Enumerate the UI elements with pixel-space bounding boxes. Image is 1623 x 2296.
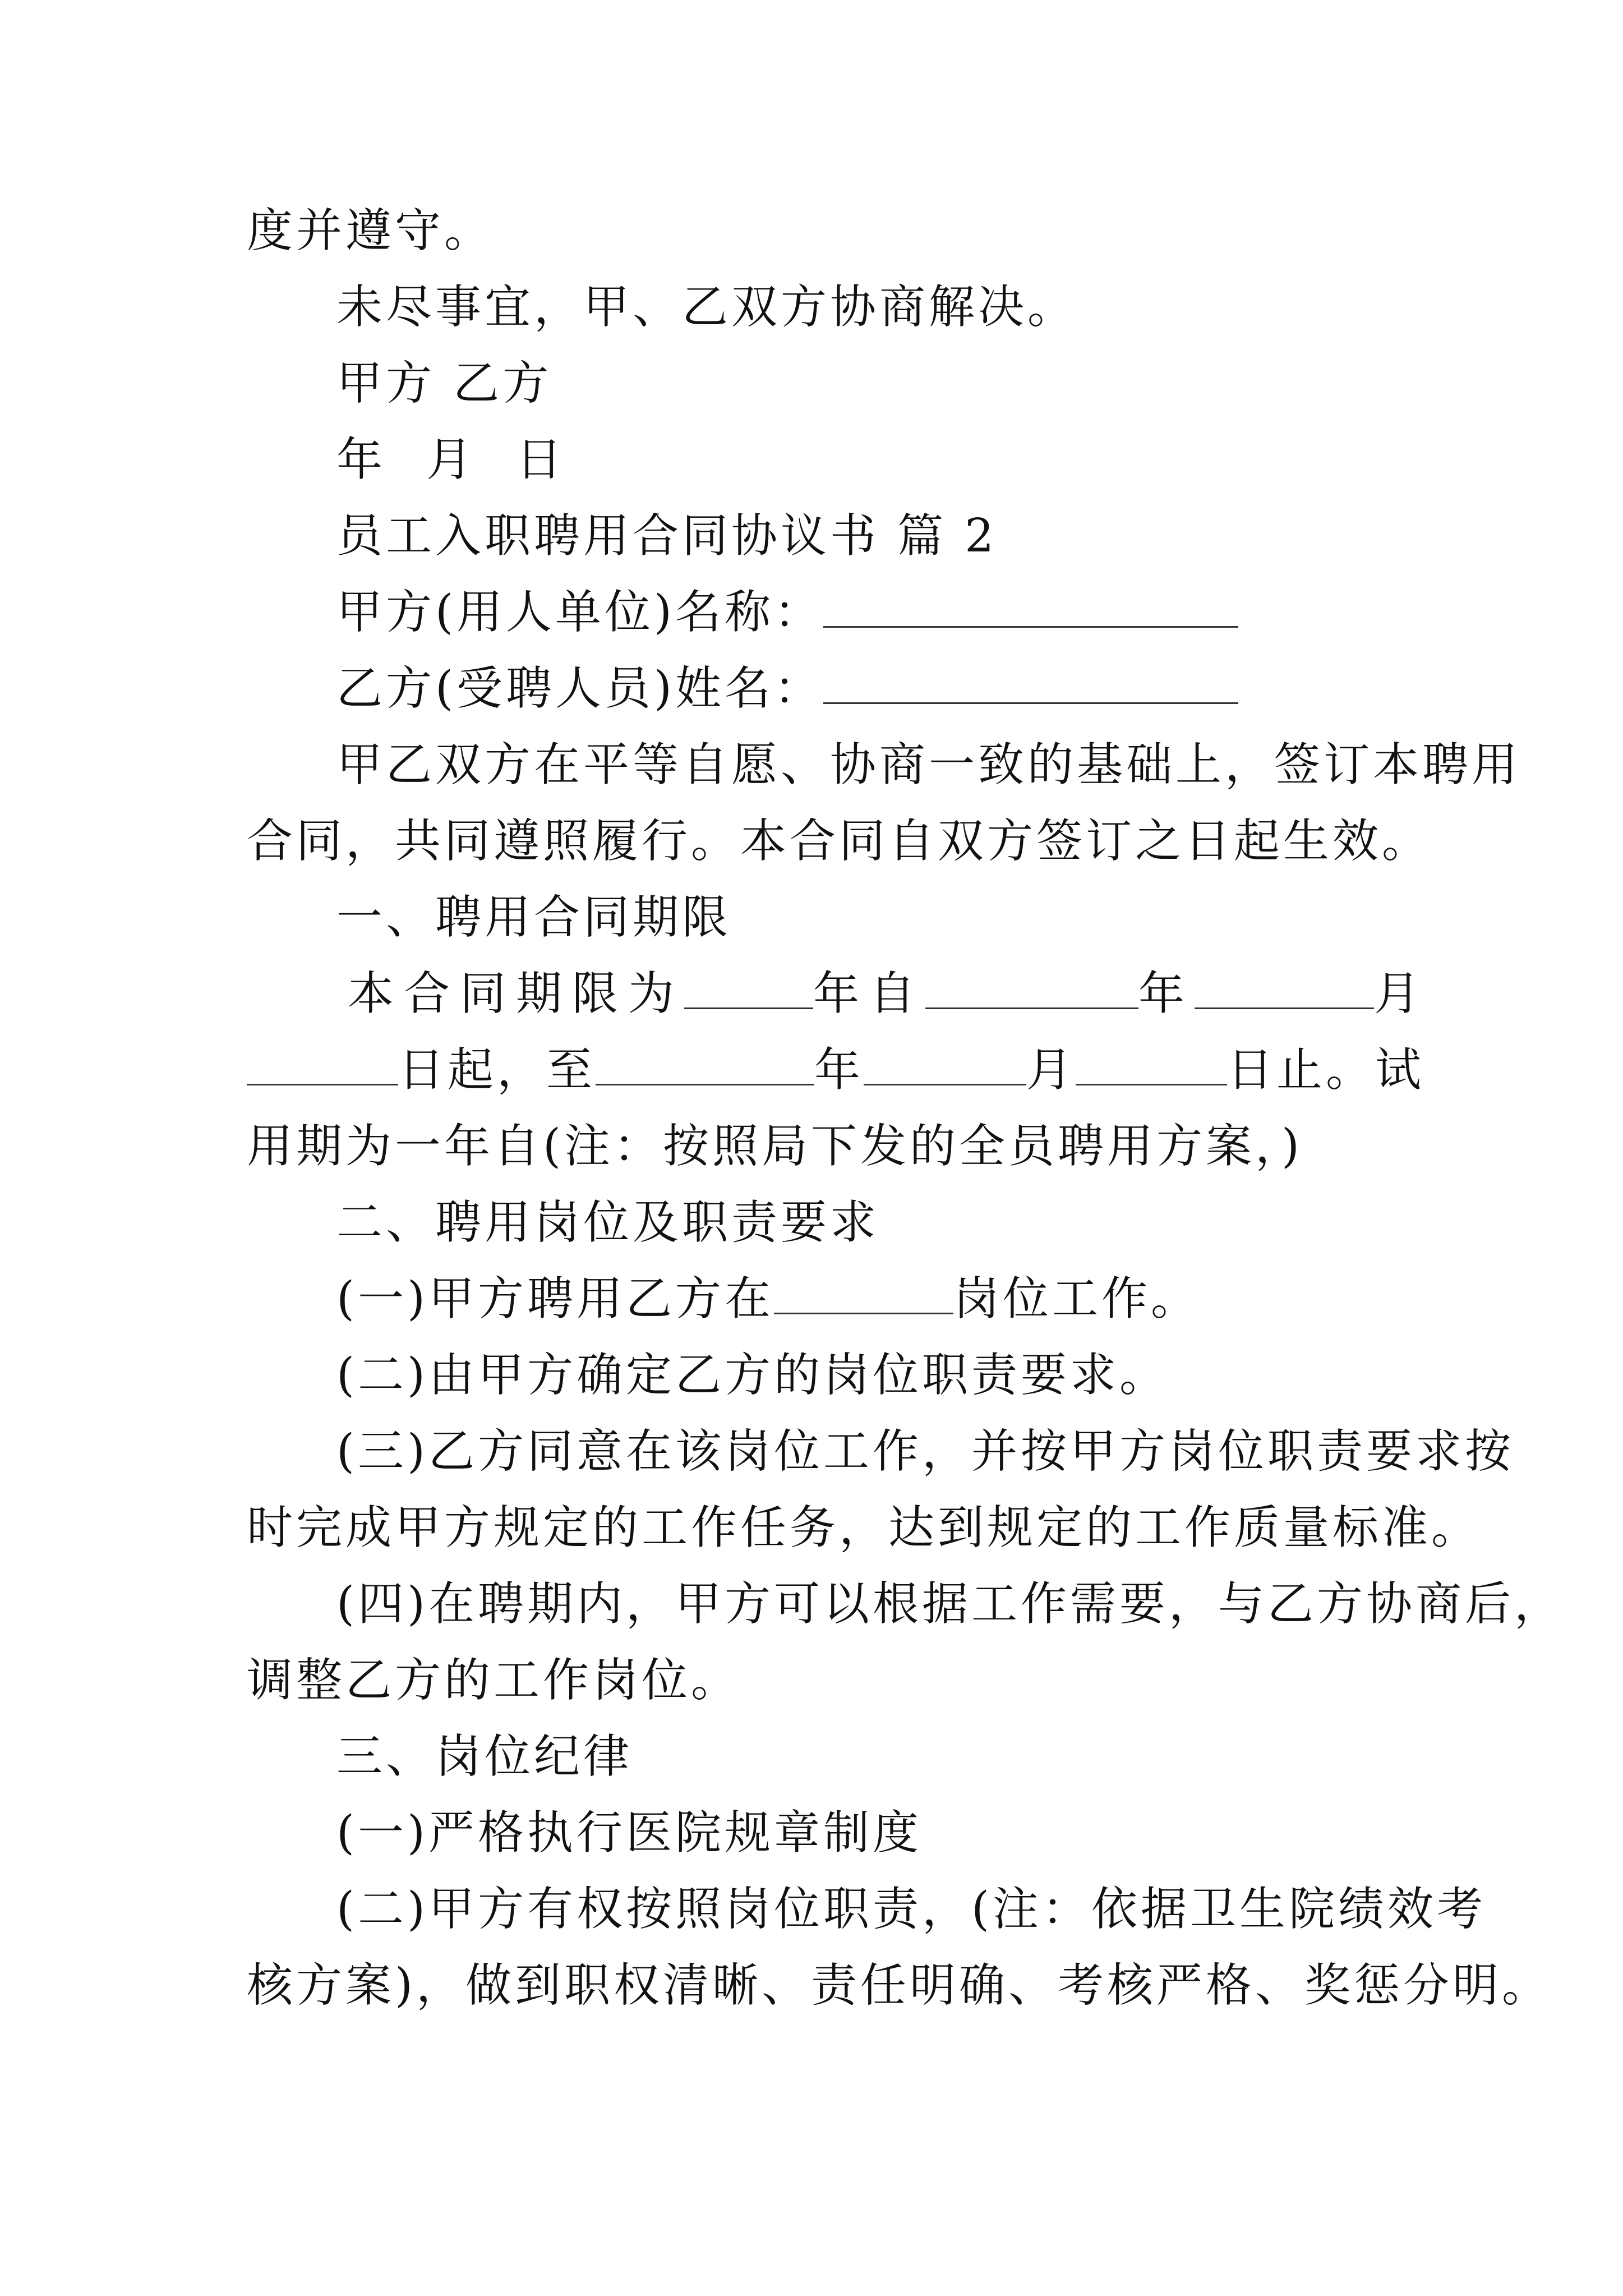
term-line: 本合同期限为 年自 年 月	[348, 967, 1431, 1020]
clause-heading: 一、聘用合同期限	[336, 891, 732, 944]
text-line: 甲乙双方在平等自愿、协商一致的基础上，签订本聘用	[336, 738, 1521, 792]
signature-parties-line: 甲方 乙方	[336, 357, 552, 410]
section-title: 员工入职聘用合同协议书 篇 2	[336, 509, 998, 563]
text-line: 度并遵守。	[247, 204, 494, 257]
date-line: 年 月 日	[336, 433, 566, 486]
position-blank[interactable]	[774, 1273, 953, 1314]
employee-name-label: 乙方(受聘人员)姓名：	[336, 662, 823, 715]
text-line: (二)甲方有权按照岗位职责，(注：依据卫生院绩效考	[336, 1883, 1486, 1936]
start-month-blank[interactable]	[1195, 968, 1374, 1009]
term-line-2: 日起，至 年 月 日止。试	[0, 1031, 1623, 1110]
clause-heading: 三、岗位纪律	[336, 1730, 633, 1783]
employee-name-blank[interactable]	[823, 663, 1238, 704]
text-line: (四)在聘期内，甲方可以根据工作需要，与乙方协商后，	[336, 1577, 1564, 1631]
term-years-blank[interactable]	[684, 968, 813, 1009]
text-line: 时完成甲方规定的工作任务，达到规定的工作质量标准。	[247, 1501, 1481, 1554]
text-line: (三)乙方同意在该岗位工作，并按甲方岗位职责要求按	[336, 1425, 1514, 1478]
text-line: (二)由甲方确定乙方的岗位职责要求。	[336, 1349, 1169, 1402]
start-year-blank[interactable]	[925, 968, 1138, 1009]
end-day-blank[interactable]	[1076, 1045, 1227, 1085]
text-line: 未尽事宜，甲、乙双方协商解决。	[336, 280, 1077, 334]
end-month-blank[interactable]	[864, 1045, 1026, 1085]
clause-heading: 二、聘用岗位及职责要求	[336, 1196, 880, 1249]
employer-name-blank[interactable]	[823, 587, 1238, 628]
employee-name-line	[0, 650, 1623, 728]
start-day-blank[interactable]	[247, 1045, 398, 1085]
employer-name-line	[0, 573, 1623, 652]
text-line: 核方案)，做到职权清晰、责任明确、考核严格、奖惩分明。	[247, 1959, 1551, 2012]
text-line: (一)严格执行医院规章制度	[336, 1806, 922, 1860]
text-line: 调整乙方的工作岗位。	[247, 1654, 741, 1707]
position-line: (一)甲方聘用乙方在 岗位工作。	[336, 1272, 1200, 1326]
employer-name-label: 甲方(用人单位)名称：	[336, 586, 823, 639]
text-line: 用期为一年自(注：按照局下发的全员聘用方案，)	[247, 1120, 1303, 1173]
text-line: 合同，共同遵照履行。本合同自双方签订之日起生效。	[247, 815, 1432, 868]
end-year-blank[interactable]	[596, 1045, 814, 1085]
